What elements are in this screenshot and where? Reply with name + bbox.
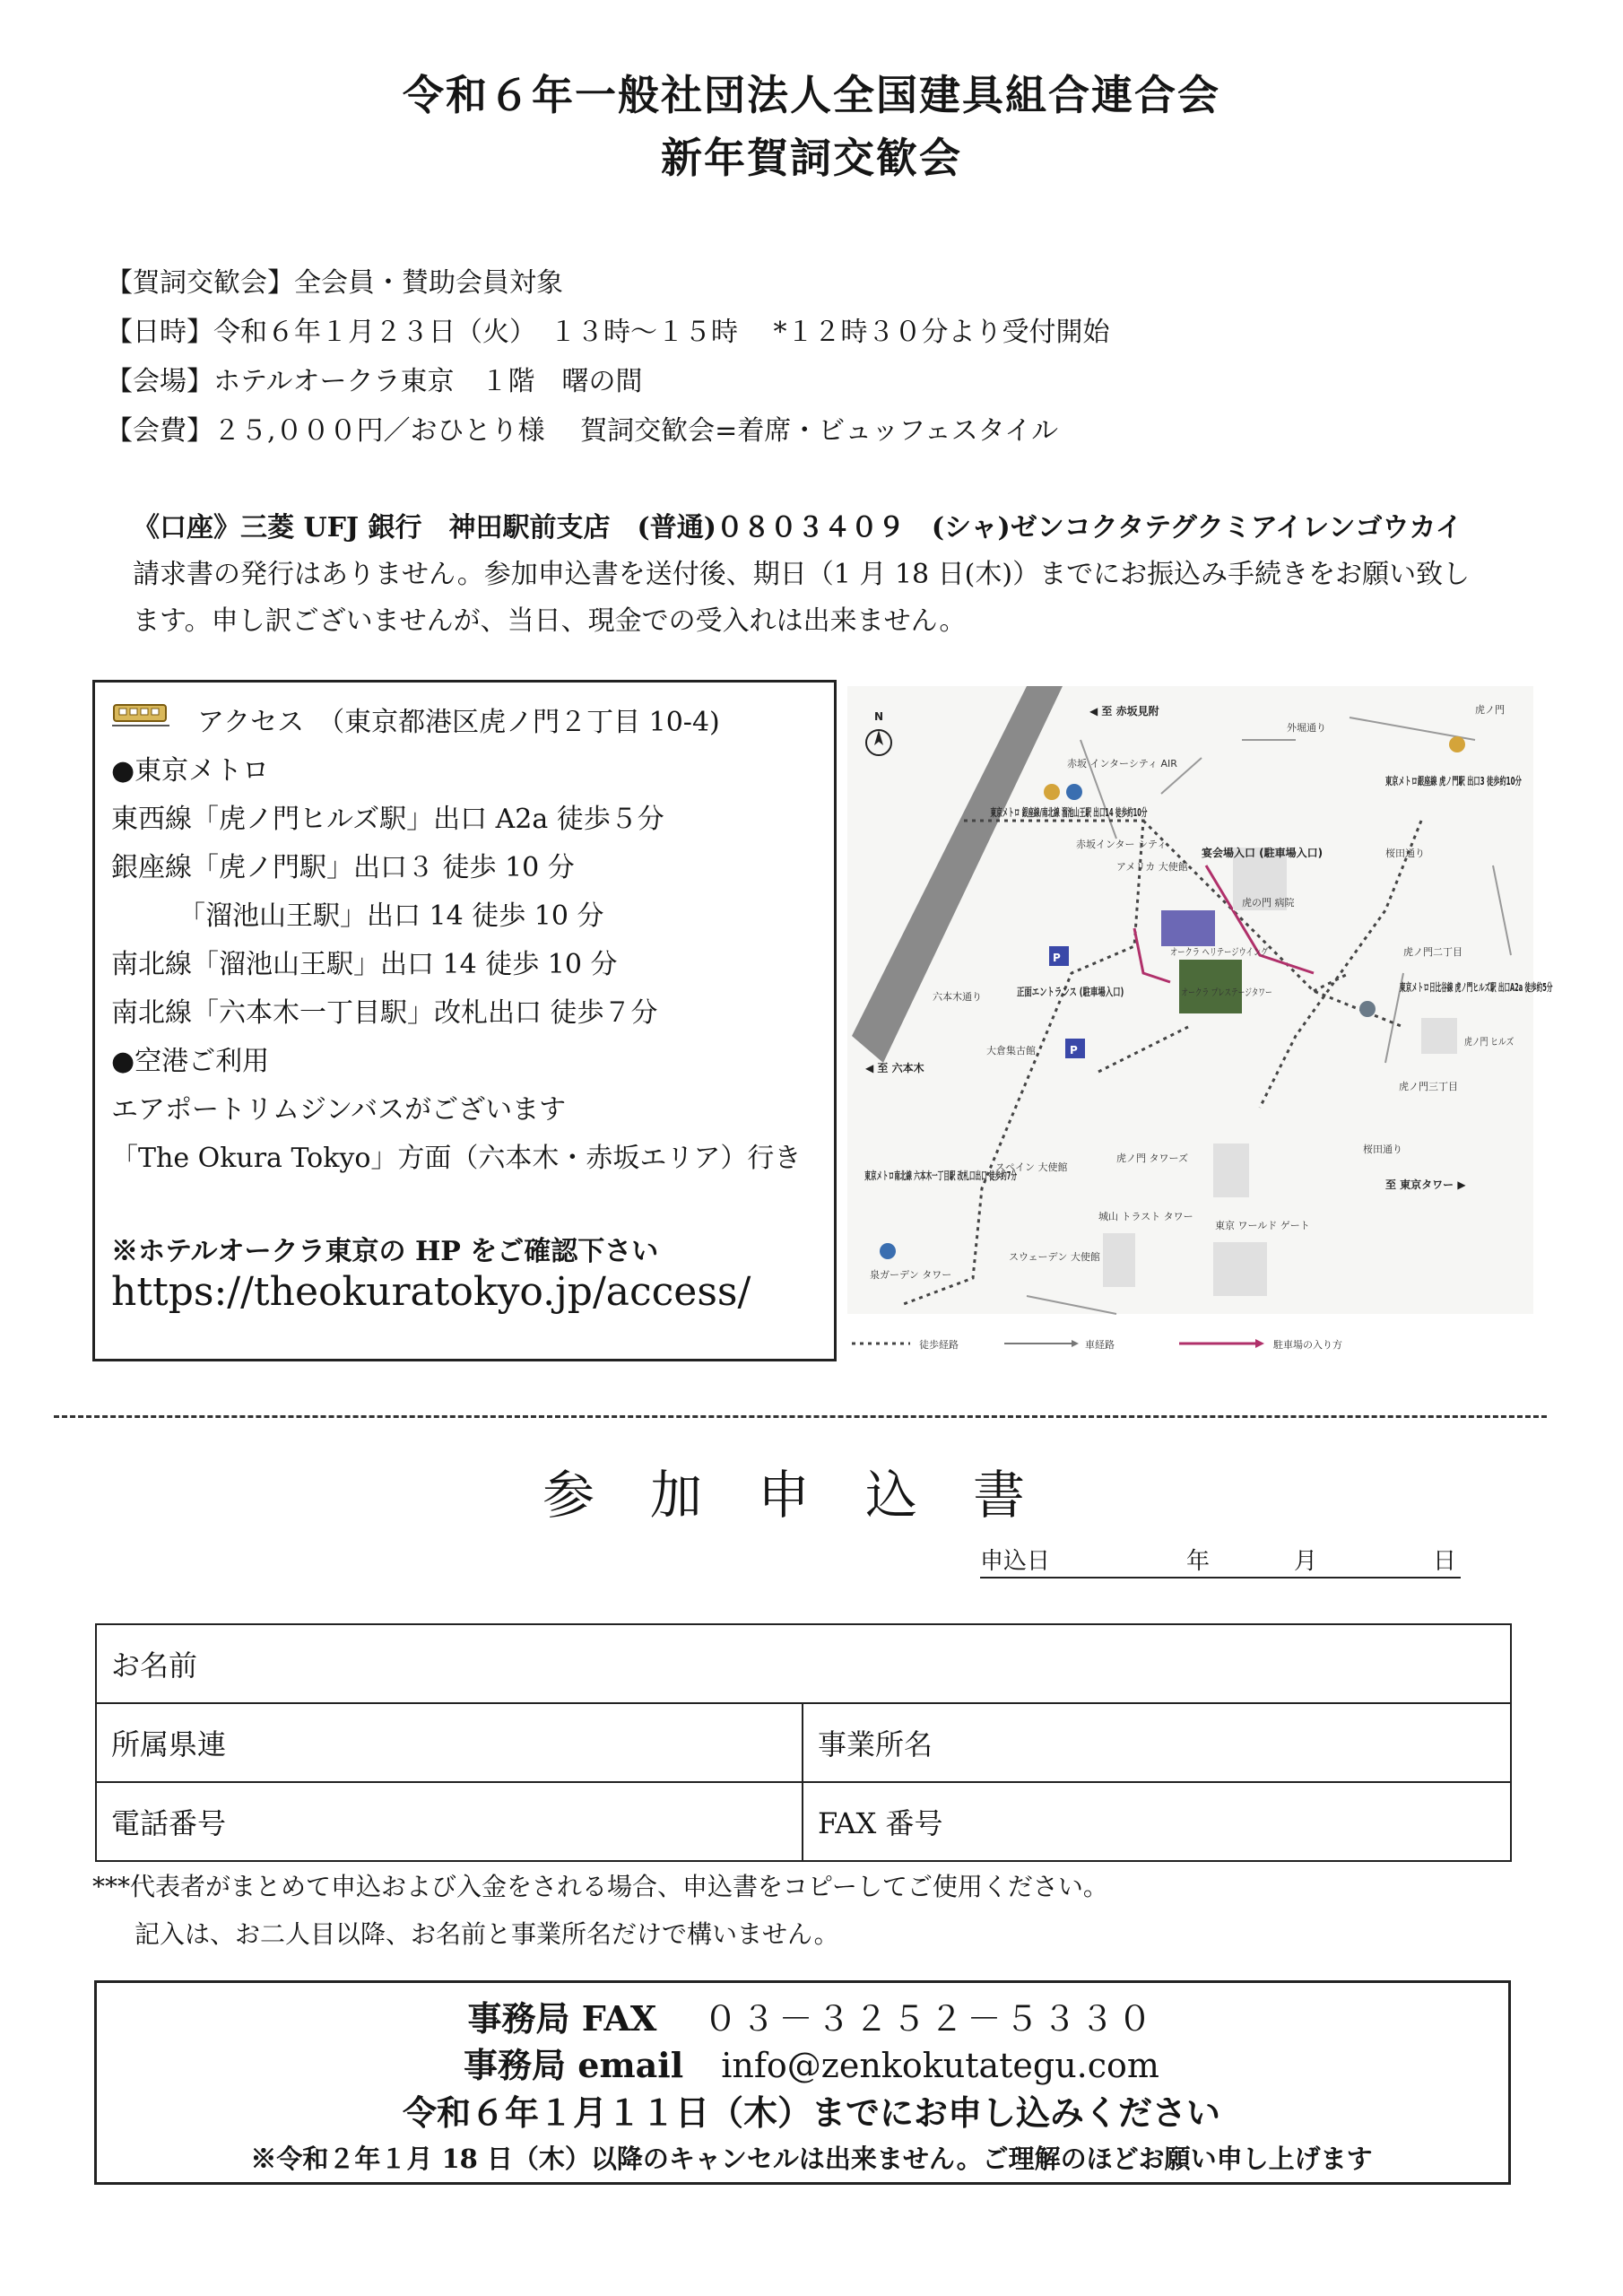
map-label: スウェーデン 大使館 xyxy=(1009,1251,1100,1263)
access-heading: アクセス （東京都港区虎ノ門２丁目 10-4) xyxy=(197,707,720,738)
map-label: オークラ プレステージタワー xyxy=(1181,987,1272,999)
fax-office-label: 事務局 FAX xyxy=(467,1998,657,2039)
name-label: お名前 xyxy=(111,1648,198,1683)
email-office-label: 事務局 email xyxy=(464,2045,684,2085)
access-line: 南北線「溜池山王駅」出口 14 徒歩 10 分 xyxy=(111,949,618,980)
date-year: 年 xyxy=(1186,1548,1211,1575)
map-label: 虎ノ門二丁目 xyxy=(1403,946,1462,958)
map-label: スペイン 大使館 xyxy=(995,1161,1068,1173)
map-label: 東京メトロ南北線 六本木一丁目駅 改札口出口 徒歩約7分 xyxy=(864,1170,1017,1183)
access-hp-note: ※ホテルオークラ東京の HP をご確認下さい xyxy=(111,1236,659,1267)
train-icon xyxy=(112,701,169,732)
application-date-row[interactable] xyxy=(980,1541,1461,1578)
contact-fax-row xyxy=(0,1991,1623,2040)
map-label: 宴会場入口 (駐車場入口) xyxy=(1202,847,1324,859)
map-label: ◀ 至 六本木 xyxy=(865,1062,924,1074)
map-label: 正面エントランス (駐車場入口) xyxy=(1017,986,1124,999)
legend-car: 車経路 xyxy=(1085,1339,1115,1351)
office-label: 事業所名 xyxy=(818,1727,933,1761)
cut-line-divider xyxy=(54,1415,1547,1418)
map-label: 赤坂 インターシティ AIR xyxy=(1067,758,1177,770)
deadline: 令和６年１月１１日（木）までにお申し込みください xyxy=(402,2092,1220,2133)
access-line: エアポートリムジンバスがございます xyxy=(111,1094,567,1126)
map-label: 赤坂インター シティ xyxy=(1076,839,1167,850)
info-audience: 【賀詞交歓会】全会員・賛助会員対象 xyxy=(106,267,563,299)
map-label: 六本木通り xyxy=(933,991,982,1003)
legend-walk: 徒歩経路 xyxy=(919,1339,959,1351)
date-label: 申込日 xyxy=(980,1548,1051,1575)
date-day: 日 xyxy=(1433,1548,1457,1575)
map-label: 外堀通り xyxy=(1287,722,1326,734)
map-label: 桜田通り xyxy=(1385,848,1425,859)
map-label: アメリカ 大使館 xyxy=(1116,861,1188,873)
map-label: 虎の門 病院 xyxy=(1242,897,1295,909)
parking-icon: P xyxy=(1053,952,1061,964)
legend-parking: 駐車場の入り方 xyxy=(1273,1339,1342,1351)
map-label: 虎ノ門 xyxy=(1475,704,1505,716)
name-field[interactable] xyxy=(96,1624,1511,1703)
map-label: 至 東京タワー ▶ xyxy=(1385,1178,1466,1191)
map-label: 虎ノ門三丁目 xyxy=(1399,1081,1458,1092)
info-venue: 【会場】ホテルオークラ東京 １階 曙の間 xyxy=(106,366,643,397)
map-label: オークラ ヘリテージウイング xyxy=(1170,946,1269,959)
access-line: ●空港ご利用 xyxy=(111,1046,270,1077)
office-field[interactable] xyxy=(803,1703,1511,1782)
form-note-1: ***代表者がまとめて申込および入金をされる場合、申込書をコピーしてご使用ください。 xyxy=(92,1872,1108,1901)
prefecture-label: 所属県連 xyxy=(111,1727,227,1761)
map-label: 桜田通り xyxy=(1363,1144,1402,1155)
map-label: 城山 トラスト タワー xyxy=(1098,1211,1193,1222)
form-title: 参加申込書 xyxy=(542,1465,1081,1526)
application-form-table xyxy=(95,1623,1512,1862)
map-label: 虎ノ門 ヒルズ xyxy=(1464,1037,1515,1048)
bank-notice-1: 請求書の発行はありません。参加申込書を送付後、期日（1 月 18 日(木)）までにお振込み手続きをお願い致し xyxy=(133,559,1471,590)
phone-label: 電話番号 xyxy=(111,1806,227,1840)
page-title: 令和６年一般社団法人全国建具組合連合会 xyxy=(403,71,1220,119)
access-line: 東西線「虎ノ門ヒルズ駅」出口 A2a 徒歩５分 xyxy=(111,804,664,835)
map-label: 虎ノ門 タワーズ xyxy=(1116,1152,1188,1164)
form-note-2: 記入は、お二人目以降、お名前と事業所名だけで構いません。 xyxy=(135,1919,839,1949)
map-label: 東京メトロ銀座線 虎ノ門駅 出口3 徒歩約10分 xyxy=(1385,776,1522,788)
access-line: ●東京メトロ xyxy=(111,755,270,787)
map-label: 東京メトロ日比谷線 虎ノ門ヒルズ駅 出口A2a 徒歩約5分 xyxy=(1400,982,1553,995)
map-label: 大倉集古館 xyxy=(986,1045,1036,1057)
map-label: 東京メトロ 銀座線/南北線 溜池山王駅 出口14 徒歩約10分 xyxy=(990,807,1148,820)
email-address[interactable]: info@zenkokutategu.com xyxy=(721,2046,1159,2085)
fax-label: FAX 番号 xyxy=(818,1806,943,1840)
access-line: 銀座線「虎ノ門駅」出口３ 徒歩 10 分 xyxy=(111,852,575,883)
access-line: 「The Okura Tokyo」方面（六本木・赤坂エリア）行き xyxy=(111,1143,802,1174)
access-line: 「溜池山王駅」出口 14 徒歩 10 分 xyxy=(111,900,604,932)
map-label: 東京 ワールド ゲート xyxy=(1215,1220,1310,1231)
prefecture-field[interactable] xyxy=(96,1703,803,1782)
map-label: ◀ 至 赤坂見附 xyxy=(1089,705,1159,718)
access-line: 南北線「六本木一丁目駅」改札出口 徒歩７分 xyxy=(111,997,658,1029)
date-month: 月 xyxy=(1294,1548,1318,1575)
map-label: 泉ガーデン タワー xyxy=(870,1269,952,1281)
access-url[interactable]: https://theokuratokyo.jp/access/ xyxy=(111,1269,751,1315)
cancel-note: ※令和２年１月 18 日（木）以降のキャンセルは出来ません。ご理解のほどお願い申し上げます xyxy=(250,2144,1373,2174)
fax-field[interactable] xyxy=(803,1782,1511,1861)
parking-icon: P xyxy=(1070,1044,1078,1057)
fax-number: ０３－３２５２－５３３０ xyxy=(703,1999,1156,2039)
bank-notice-2: ます。申し訳ございませんが、当日、現金での受入れは出来ません。 xyxy=(133,605,967,637)
access-map xyxy=(847,686,1553,1354)
phone-field[interactable] xyxy=(96,1782,803,1861)
contact-email-row xyxy=(0,2038,1623,2087)
bank-account: 《口座》三菱 UFJ 銀行 神田駅前支店 (普通)０８０３４０９ (シャ)ゼンコクタテグクミアイレンゴウカイ xyxy=(133,512,1462,544)
info-fee: 【会費】２５,０００円／おひとり様 賀詞交歓会=着席・ビュッフェスタイル xyxy=(106,415,1059,447)
info-datetime: 【日時】令和６年１月２３日（火） １３時～１５時 *１２時３０分より受付開始 xyxy=(106,317,1110,348)
page-subtitle: 新年賀詞交歓会 xyxy=(661,134,962,182)
map-north: N xyxy=(874,710,884,723)
